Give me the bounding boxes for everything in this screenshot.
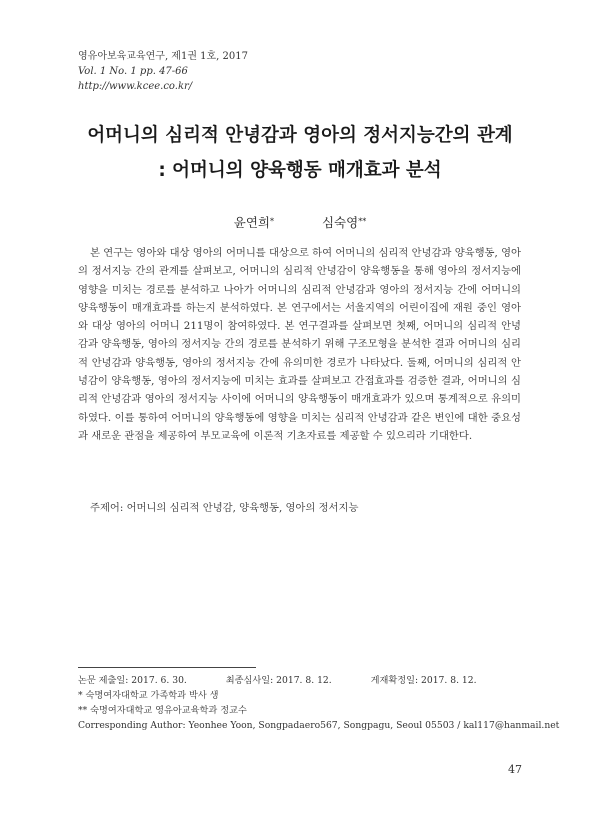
revised-date: 최종심사일: 2017. 8. 12. (225, 675, 332, 686)
paper-title-line-2: : 어머니의 양육행동 매개효과 분석 (158, 160, 442, 181)
submission-dates (78, 674, 513, 688)
footnote-author-2: ** 숙명여자대학교 영유아교육학과 정교수 (78, 705, 247, 716)
keywords (90, 500, 358, 516)
author-list (0, 214, 600, 232)
journal-name: 영유아보육교육연구, 제1권 1호, 2017 (78, 51, 248, 62)
footnote-author-1: * 숙명여자대학교 가족학과 박사 생 (78, 690, 219, 701)
keywords-text: 어머니의 심리적 안녕감, 양육행동, 영아의 정서지능 (126, 502, 359, 514)
journal-volume-pages: Vol. 1 No. 1 pp. 47-66 (78, 66, 188, 77)
abstract (78, 244, 521, 445)
author-2 (322, 215, 366, 230)
journal-url-link[interactable]: http://www.kcee.co.kr/ (78, 81, 193, 92)
author-2-name: 심숙영 (321, 215, 359, 230)
footnote-divider (78, 667, 256, 668)
accepted-date: 게재확정일: 2017. 8. 12. (370, 675, 477, 686)
corresponding-author: Corresponding Author: Yeonhee Yoon, Songpadaero567, Songpagu, Seoul 05503 / kal117@hanmail.net (78, 720, 560, 731)
author-1-mark: * (270, 217, 274, 226)
keywords-label: 주제어: (90, 502, 124, 514)
author-2-mark: ** (358, 217, 367, 226)
paper-title-line-1: 어머니의 심리적 안녕감과 영아의 정서지능간의 관계 (87, 125, 513, 146)
abstract-text: 본 연구는 영아와 대상 영아의 어머니를 대상으로 하여 어머니의 심리적 안녕감과 양육행동, 영아의 정서지능 간의 관계를 살펴보고, 어머니의 심리적 안녕감이 양육행동을 통해 영아의 정서지능에 영향을 미치는 경로를 분석하고 나아가 어머니의 심리적 안녕감과 영아의 정서지능 간에 어머니의 양육행동이 매개효과를 하는지 분석하였다. 본 연구에서는 서울지역의 어린이집에 재원 중인 영아와 대상 영아의 어머니 211명이 참여하였다. 본 연구결과를 살펴보면 첫째, 어머니의 심리적 안녕감과 양육행동, 영아의 정서지능 간의 경로를 분석하기 위해 구조모형을 분석한 결과 어머니의 심리적 안녕감과 양육행동, 영아의 정서지능 간에 유의미한 경로가 나타났다. 둘째, 어머니의 심리적 안녕감이 양육행동, 영아의 정서지능에 미치는 효과를 살펴보고 간접효과를 검증한 결과, 어머니의 심리적 안녕감과 영아의 정서지능 사이에 어머니의 양육행동이 매개효과가 있으며 통계적으로 유의미하였다. 이를 통하여 어머니의 양육행동에 영향을 미치는 심리적 안녕감과 같은 변인에 대한 중요성과 새로운 관점을 제공하여 부모교육에 이론적 기초자료를 제공할 수 있으리라 기대한다. (78, 247, 521, 442)
author-1 (234, 215, 274, 230)
author-1-name: 윤연희 (233, 215, 270, 230)
page-number: 47 (508, 763, 522, 776)
received-date: 논문 제출일: 2017. 6. 30. (78, 675, 187, 686)
